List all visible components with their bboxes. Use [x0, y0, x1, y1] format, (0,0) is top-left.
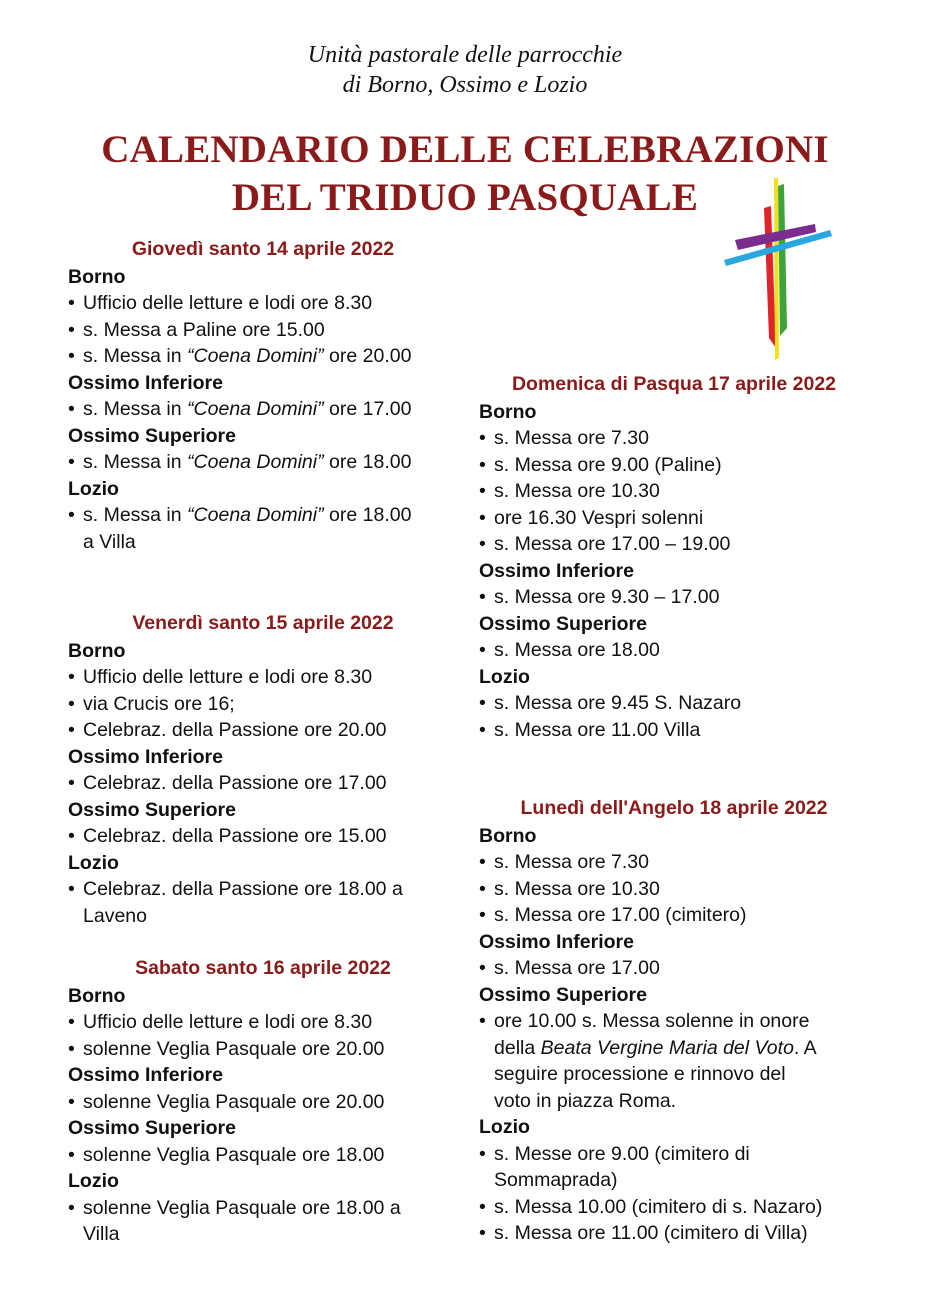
parish-borno: Borno: [479, 824, 537, 847]
ossimo-superiore-list: [479, 1008, 909, 1114]
parish-lozio: Lozio: [68, 1170, 119, 1192]
parish-borno: Borno: [479, 400, 537, 423]
list-item: • Ufficio delle letture e lodi ore 8.30: [68, 1011, 373, 1033]
list-item: • solenne Veglia Pasquale ore 20.00: [68, 1090, 385, 1113]
borno-list: [68, 1009, 498, 1062]
section-domenica: [479, 371, 909, 743]
section-sabato: [68, 955, 498, 1248]
parish-lozio: Lozio: [479, 1116, 530, 1138]
parish-ossimo-inferiore: Ossimo Inferiore: [479, 930, 634, 953]
list-item: • s. Messa ore 11.00 Villa: [479, 718, 701, 741]
ossimo-inferiore-list: [68, 1089, 498, 1116]
list-item: • s. Messa ore 17.00: [479, 957, 660, 979]
day-title: Domenica di Pasqua 17 aprile 2022: [511, 373, 837, 395]
list-item: • s. Messa ore 11.00 (cimitero di Villa): [479, 1222, 808, 1244]
subtitle-line-2: di Borno, Ossimo e Lozio: [342, 72, 588, 98]
list-item: • s. Messa 10.00 (cimitero di s. Nazaro): [479, 1195, 823, 1218]
list-item: • solenne Veglia Pasquale ore 18.00 a Villa: [68, 1196, 401, 1245]
list-item: • solenne Veglia Pasquale ore 20.00: [68, 1037, 385, 1060]
ossimo-inferiore-list: [479, 955, 909, 982]
ossimo-superiore-list: [68, 1142, 498, 1169]
ossimo-inferiore-list: [68, 770, 498, 797]
list-item: • s. Messa in “Coena Domini” ore 20.00: [68, 345, 412, 367]
parish-borno: Borno: [68, 639, 126, 662]
day-title: Sabato santo 16 aprile 2022: [135, 957, 391, 979]
parish-lozio: Lozio: [68, 851, 119, 874]
parish-ossimo-inferiore: Ossimo Inferiore: [68, 745, 223, 768]
lozio-list: [68, 876, 498, 929]
title-line-1: CALENDARIO DELLE CELEBRAZIONI: [101, 128, 829, 171]
list-item: • Ufficio delle letture e lodi ore 8.30: [68, 666, 373, 688]
list-item: • s. Messa ore 17.00 – 19.00: [479, 533, 731, 555]
list-item: • Celebraz. della Passione ore 20.00: [68, 719, 387, 741]
lozio-list: [68, 1195, 498, 1248]
list-item: • s. Messa ore 9.45 S. Nazaro: [479, 692, 742, 714]
parish-ossimo-inferiore: Ossimo Inferiore: [68, 371, 223, 394]
ossimo-inferiore-list: [479, 584, 909, 611]
list-item: • solenne Veglia Pasquale ore 18.00: [68, 1143, 385, 1166]
parish-lozio: Lozio: [479, 665, 530, 688]
header-subtitle: [0, 40, 930, 100]
list-item: • via Crucis ore 16;: [68, 692, 235, 715]
parish-lozio: Lozio: [68, 477, 119, 500]
right-column: [479, 236, 909, 1247]
list-item: • s. Messa ore 17.00 (cimitero): [479, 904, 747, 926]
list-item: • Celebraz. della Passione ore 17.00: [68, 772, 387, 794]
day-title: Lunedì dell'Angelo 18 aprile 2022: [520, 797, 828, 819]
ossimo-inferiore-list: [68, 396, 498, 423]
borno-list: [68, 664, 498, 744]
ossimo-superiore-list: [68, 449, 498, 476]
list-item: • Ufficio delle letture e lodi ore 8.30: [68, 292, 373, 314]
parish-ossimo-superiore: Ossimo Superiore: [68, 1117, 236, 1139]
list-item: • ore 16.30 Vespri solenni: [479, 506, 704, 529]
list-item: • s. Messa a Paline ore 15.00: [68, 318, 325, 341]
parish-ossimo-inferiore: Ossimo Inferiore: [68, 1064, 223, 1086]
ossimo-superiore-list: [68, 823, 498, 850]
list-item: • Celebraz. della Passione ore 18.00 a Laveno: [68, 878, 403, 927]
borno-list: [479, 849, 909, 929]
list-item: • s. Messa ore 10.30: [479, 480, 660, 502]
list-item: • s. Messa ore 7.30: [479, 851, 649, 873]
list-item: • Celebraz. della Passione ore 15.00: [68, 825, 387, 847]
day-title: Giovedì santo 14 aprile 2022: [131, 238, 395, 260]
parish-ossimo-superiore: Ossimo Superiore: [479, 983, 647, 1006]
left-column: [68, 236, 498, 1248]
section-lunedi: [479, 795, 909, 1247]
parish-ossimo-superiore: Ossimo Superiore: [68, 798, 236, 821]
parish-borno: Borno: [68, 984, 126, 1007]
parish-borno: Borno: [68, 265, 126, 288]
borno-list: [68, 290, 498, 370]
list-item: • s. Messe ore 9.00 (cimitero di Sommaprada): [479, 1142, 750, 1191]
list-item: • s. Messa in “Coena Domini” ore 18.00 a Villa: [68, 504, 412, 553]
lozio-list: [68, 502, 498, 555]
lozio-list: [479, 1141, 909, 1247]
section-venerdi: [68, 610, 498, 929]
list-item: • s. Messa ore 9.30 – 17.00: [479, 586, 720, 608]
ossimo-superiore-list: [479, 637, 909, 664]
list-item: • s. Messa in “Coena Domini” ore 18.00: [68, 451, 412, 473]
list-item: • s. Messa ore 9.00 (Paline): [479, 453, 722, 476]
lozio-list: [479, 690, 909, 743]
subtitle-line-1: Unità pastorale delle parrocchie: [307, 42, 623, 68]
list-item: • s. Messa in “Coena Domini” ore 17.00: [68, 398, 412, 420]
list-item: • s. Messa ore 10.30: [479, 877, 660, 900]
section-giovedi: [68, 236, 498, 555]
parish-ossimo-superiore: Ossimo Superiore: [479, 612, 647, 635]
day-title: Venerdì santo 15 aprile 2022: [132, 612, 394, 634]
list-item: • ore 10.00 s. Messa solenne in onore della Beata Vergine Maria del Voto. A seguire processione e rinnovo del voto in piazza Roma.: [479, 1010, 817, 1112]
parish-ossimo-inferiore: Ossimo Inferiore: [479, 559, 634, 582]
parish-ossimo-superiore: Ossimo Superiore: [68, 424, 236, 447]
list-item: • s. Messa ore 18.00: [479, 639, 660, 661]
title-line-2: DEL TRIDUO PASQUALE: [231, 176, 699, 219]
list-item: • s. Messa ore 7.30: [479, 427, 649, 449]
borno-list: [479, 425, 909, 558]
